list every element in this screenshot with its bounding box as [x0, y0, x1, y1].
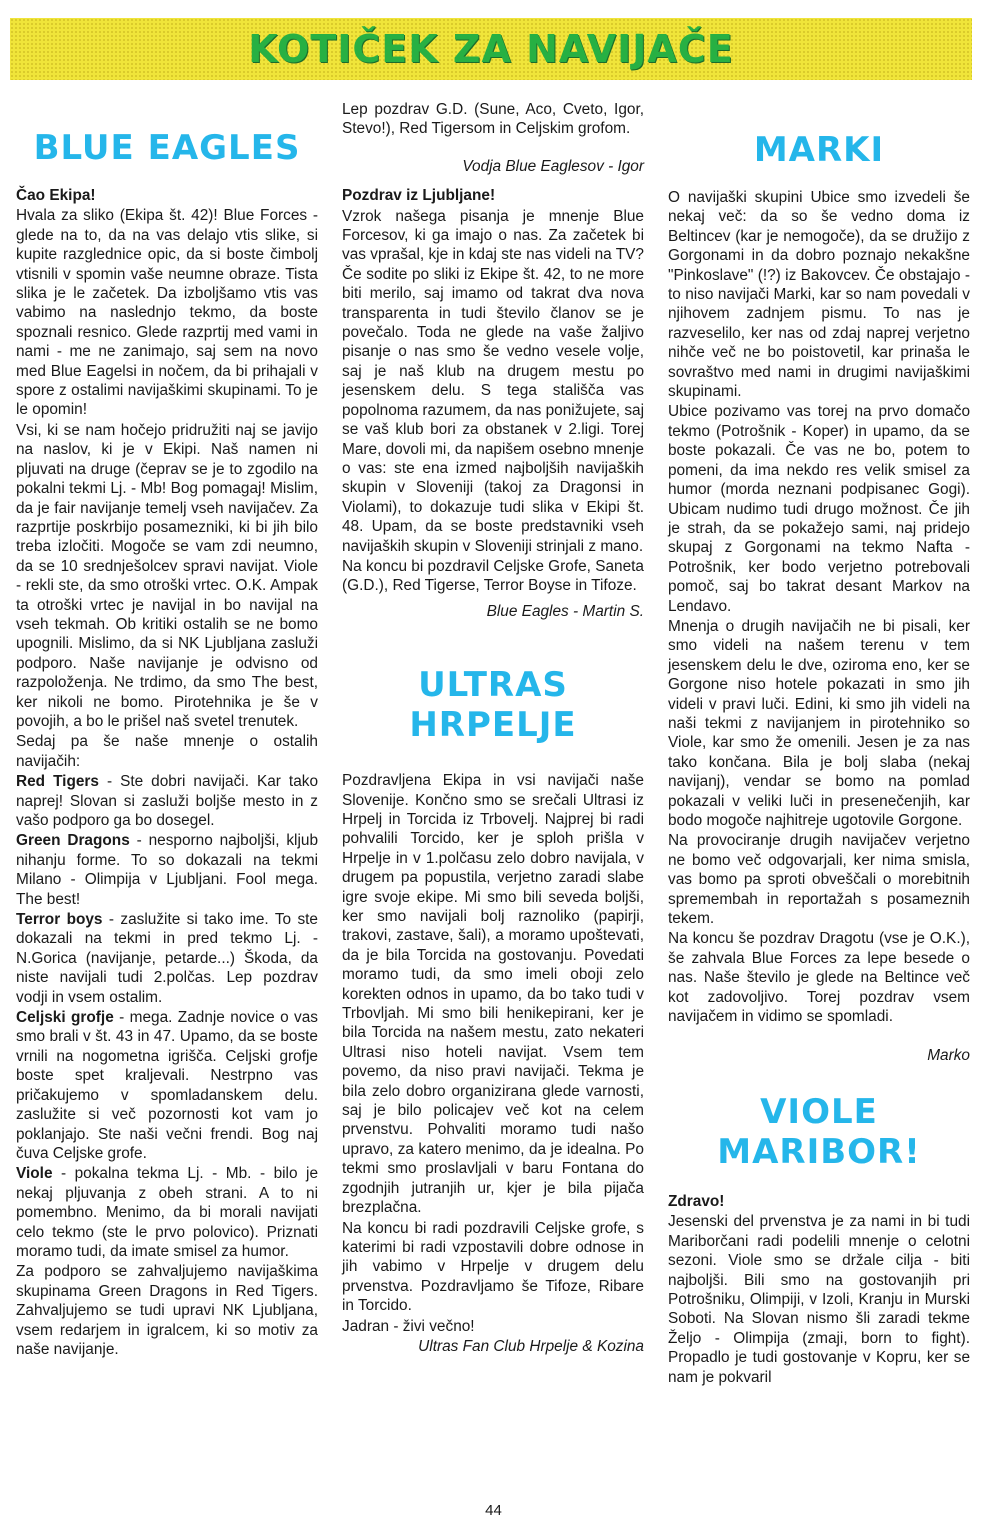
fan-group-text: - zaslužite si tako ime. To ste dokazali na tekmi in pred tekmo Lj. - N.Gorica (navijanje, petarde...) Škoda, da niste navijali tudi 2.polčas. Lep pozdrav vodji in vsem ostalim.	[16, 911, 318, 1006]
fan-group-text: - pokalna tekma Lj. - Mb. - bilo je nekaj pljuvanja z obeh strani. A to ni pomembno. Menimo, da bi morali navijati celo tekmo (ste le prvo polovico). Priznati moramo tudi, da imate smisel za humor.	[16, 1165, 318, 1260]
list-item	[16, 910, 318, 1007]
ultras-heading-line-2: HRPELJE	[409, 705, 577, 746]
fan-group-name: Green Dragons	[16, 832, 130, 850]
paragraph: Na koncu še pozdrav Dragotu (vse je O.K.), še zahvala Blue Forces za lepe besede o nas. Naše število je glede na Beltince več kot zadovoljivo. Torej pozdrav vsem navijačem in vidimo se spomladi.	[668, 930, 970, 1026]
paragraph: Jadran - živi večno!	[342, 1317, 475, 1335]
fan-group-name: Celjski grofje	[16, 1009, 114, 1027]
list-item	[16, 1008, 318, 1163]
blue-eagles-heading: BLUE EAGLES	[33, 128, 301, 168]
marki-heading: MARKI	[753, 130, 885, 170]
signature: Vodja Blue Eaglesov - Igor	[462, 157, 644, 175]
banner-title: KOTIČEK ZA NAVIJAČE	[248, 27, 734, 71]
viole-heading-line-2: MARIBOR!	[717, 1131, 921, 1172]
paragraph: Sedaj pa še naše mnenje o ostalih navijačih:	[16, 733, 318, 770]
list-item	[16, 831, 318, 909]
subheading: Pozdrav iz Ljubljane!	[342, 187, 496, 205]
paragraph: Ubice pozivamo vas torej na prvo domačo tekmo (Potrošnik - Koper) in upamo, da se boste pokazali. Če vas ne bo, potem to pomeni, da ima nekdo res velik smisel za humor (morda neznani podpisanec Gogi). Ubicam nudimo tudi drugo možnost. Če jih je strah, da se pokažejo sami, naj pridejo skupaj z Gorgonami na tekmo Nafta - Potrošnik, ker bodo verjetno potrebovali pomoč, saj bo takrat desant Markov na Lendavo.	[668, 403, 970, 615]
paragraph: Mnenja o drugih navijačih ne bi pisali, ker smo videli na našem terenu v tem jesenskem delu le dve, oziroma eno, ker se Gorgone niso hotele pokazati in smo jih videli v pravi luči. Edini, ki smo jih videli na naši tekmi z navijanjem in pirotehniko so Viole, kar smo že omenili. Jesen je za nas tako končana. Bila je bolj slaba (nekaj navijanj), vendar se bomo na pomlad pokazali v veliki luči in presenečenjih, kar bodo mogoče najhitreje ugotovile Gorgone.	[668, 617, 970, 829]
page-number: 44	[485, 1502, 502, 1519]
list-item	[16, 1164, 318, 1261]
column-2	[342, 100, 644, 1364]
viole-greeting: Zdravo!	[668, 1192, 725, 1210]
signature: Marko	[927, 1047, 970, 1065]
viole-heading-line-1: VIOLE	[760, 1091, 878, 1132]
column-1	[16, 100, 318, 1360]
paragraph: Za podporo se zahvaljujemo navijaškima skupinama Green Dragons in Red Tigers. Zahvaljujemo se tudi upravi NK Ljubljana, vsem redarjem in igralcem, ki so motiv za naše navijanje.	[16, 1263, 318, 1358]
paragraph: O navijaški skupini Ubice smo izvedeli še nekaj več: da so še vedno doma iz Beltincev (kar je nemogoče), da se družijo z Gorgonami in da dobro poznajo nekakšne "Pinkoslave" (!?) iz Bakovcev. Če obstajajo - to niso navijači Marki, kar so nam povedali v njihovem zadnjem pismu. To nas je razveselilo, ker nas od zdaj naprej verjetno nihče več ne bo poistovetil, kar prinaša le sovraštvo med nami in drugimi navijaškimi skupinami.	[668, 189, 970, 401]
list-item	[16, 772, 318, 830]
viole-heading	[668, 1092, 970, 1172]
blue-eagles-greeting: Čao Ekipa!	[16, 187, 96, 204]
paragraph: Na koncu bi pozdravil Celjske Grofe, Saneta (G.D.), Red Tigerse, Terror Boyse in Tifoze.	[342, 557, 644, 595]
paragraph: Vzrok našega pisanja je mnenje Blue Forcesov, ki ga imajo o nas. Za začetek bi vas vprašal, kje in kdaj ste nas videli na TV? Če sodite po sliki iz Ekipe št. 42, to ne more biti merilo, saj imamo od takrat dva nova transparenta in tudi število članov se je povečalo. Toda ne glede na vaše žaljivo pisanje o nas smo še vedno vesele volje, saj je naš klub na drugem mestu po jesenskem delu. S tega stališča vas popolnoma razumem, da nas ponižujete, saj se vaš klub bori za obstanek v 2.ligi. Torej Mare, dovoli mi, da napišem osebno mnenje o vas: ste ena izmed najboljših navijaških skupin v Sloveniji (takoj za Dragonsi in Violami), to dokazuje tudi slika v Ekipi št. 48. Upam, da se boste predstavniki vseh navijaških skupin v Sloveniji strinjali z mano.	[342, 207, 645, 555]
paragraph: Jesenski del prvenstva je za nami in bi tudi Mariborčani radi podelili mnenje o celotni sezoni. Viole smo se držale cilja - biti najboljši. Bili smo na gostovanjih pri Potrošniku, Olimpiji, v Izoli, Kranju in Murski Soboti. Na Slovan nismo šli zaradi tekme Željo - Olimpija (zmaji, born to fight). Propadlo je tudi gostovanje v Kopru, ker se nam je pokvaril	[668, 1213, 970, 1386]
paragraph: Na provociranje drugih navijačev verjetno ne bomo več odgovarjali, ker nima smisla, vas bomo pa sproti obveščali o morebitnih spremembah in reportažah s posameznih tekem.	[668, 832, 970, 928]
fan-group-text: - nesporno najboljši, kljub nihanju forme. To so dokazali na tekmi Milano - Olimpija v Ljubljani. Fool mega. The best!	[16, 832, 318, 908]
paragraph: Vsi, ki se nam hočejo pridružiti naj se javijo na naslov, ki je v Ekipi. Naš namen ni pljuvati na druge (čeprav se je to zgodilo na pokalni tekmi Lj. - Mb! Bog pomagaj! Mislim, da je fair navijanje temelj vseh navijačev. Za razprtije poskrbijo posamezniki, ki bi jih bilo treba izločiti. Mogoče se vam zdi neumno, da se 10 srednješolcev spravi navijat. Viole - rekli ste, da smo otroški vrtec. O.K. Ampak ta otroški vrtec je navijal in bo navijal na vseh tekmah. Ob kritiki ostalih se ne bomo upognili. Mislimo, da si NK Ljubljana zasluži podporo. Naše navijanje je odvisno od razpoloženja. Ne trdimo, da smo The best, ker nikoli ne bomo. Pirotehnika je še v povojih, a bo le prišel naš svetel trenutek.	[16, 421, 318, 730]
fan-group-text: - Ste dobri navijači. Kar tako naprej! Slovan si zasluži boljše mesto in z vašo podporo ga bo dosegel.	[16, 773, 319, 829]
fan-group-text: - mega. Zadnje novice o vas smo brali v št. 43 in 47. Upamo, da se boste vrnili na nogometna igrišča. Celjski grofje boste spet kraljevali. Nestrpno vas pričakujemo v spomladanskem delu. zaslužite si več pozornosti kot vam jo poklanjajo. Ste naši večni frendi. Bog naj čuva Celjske grofe.	[16, 1009, 318, 1162]
section-banner	[10, 18, 972, 80]
signature: Blue Eagles - Martin S.	[486, 602, 644, 620]
paragraph: Pozdravljena Ekipa in vsi navijači naše Slovenije. Končno smo se srečali Ultrasi iz Hrpelj in Torcida iz Trbovelj. Najprej bi radi pohvalili Torcido, ker je sploh prišla v Hrpelje in v 1.polčasu zelo dobro navijala, v drugem pa popustila, verjetno zaradi slabe igre svoje ekipe. Mi smo bili seveda boljši, ker smo navijali bolj raznoliko (papirji, trakovi, zastave, šali), a moramo upoštevati, da je bila Torcida na gostovanju. Povedati moramo tudi, da smo imeli oboji zelo korekten odnos in upamo, da bo tako tudi v Trbovljah. Mi smo bili henikepirani, ker je bila Torcida na našem mestu, zato nekateri Ultrasi niso hoteli navijat. Vsem tem povemo, da niso pravi navijači. Tekma je bila zelo dobro organizirana glede varnosti, saj je bilo policajev več kot na celem prvenstvu. Pohvaliti moramo tudi našo upravo, za katero menimo, da je idealna. Po tekmi smo proslavljali v baru Fontana do zgodnjih jutranjih ur, kjer je bila pijača brezplačna.	[342, 772, 644, 1217]
fan-group-name: Terror boys	[16, 911, 103, 929]
fan-group-name: Viole	[16, 1165, 53, 1183]
paragraph: Na koncu bi radi pozdravili Celjske grofe, s katerimi bi radi vzpostavili dobre odnose in jih vabimo v Hrpelje v drugem delu prvenstva. Pozdravljamo še Tifoze, Ribare in Torcido.	[342, 1219, 644, 1315]
signature: Ultras Fan Club Hrpelje & Kozina	[418, 1337, 644, 1355]
ultras-heading-line-1: ULTRAS	[418, 665, 568, 706]
fan-group-name: Red Tigers	[16, 773, 99, 791]
paragraph: Lep pozdrav G.D. (Sune, Aco, Cveto, Igor, Stevo!), Red Tigersom in Celjskim grofom.	[342, 101, 644, 138]
paragraph: Hvala za sliko (Ekipa št. 42)! Blue Forces - glede na to, da na vas delajo vtis slike, si kupite razglednice opic, da si boste čimbolj vtisnili v spomin vaše neumne obraze. Tista slika je le začetek. Da izboljšamo vtis vas vabimo na naslednjo tekmo, da boste spoznali resnico. Glede razprtij med vami in nami - me ne zanimajo, saj sem na novo med Blue Eagelsi in nočem, da bi prihajali v spore z ostalimi navijaškimi skupinami. To je le opomin!	[16, 207, 318, 419]
ultras-heading	[342, 665, 644, 745]
column-3	[668, 100, 970, 1388]
